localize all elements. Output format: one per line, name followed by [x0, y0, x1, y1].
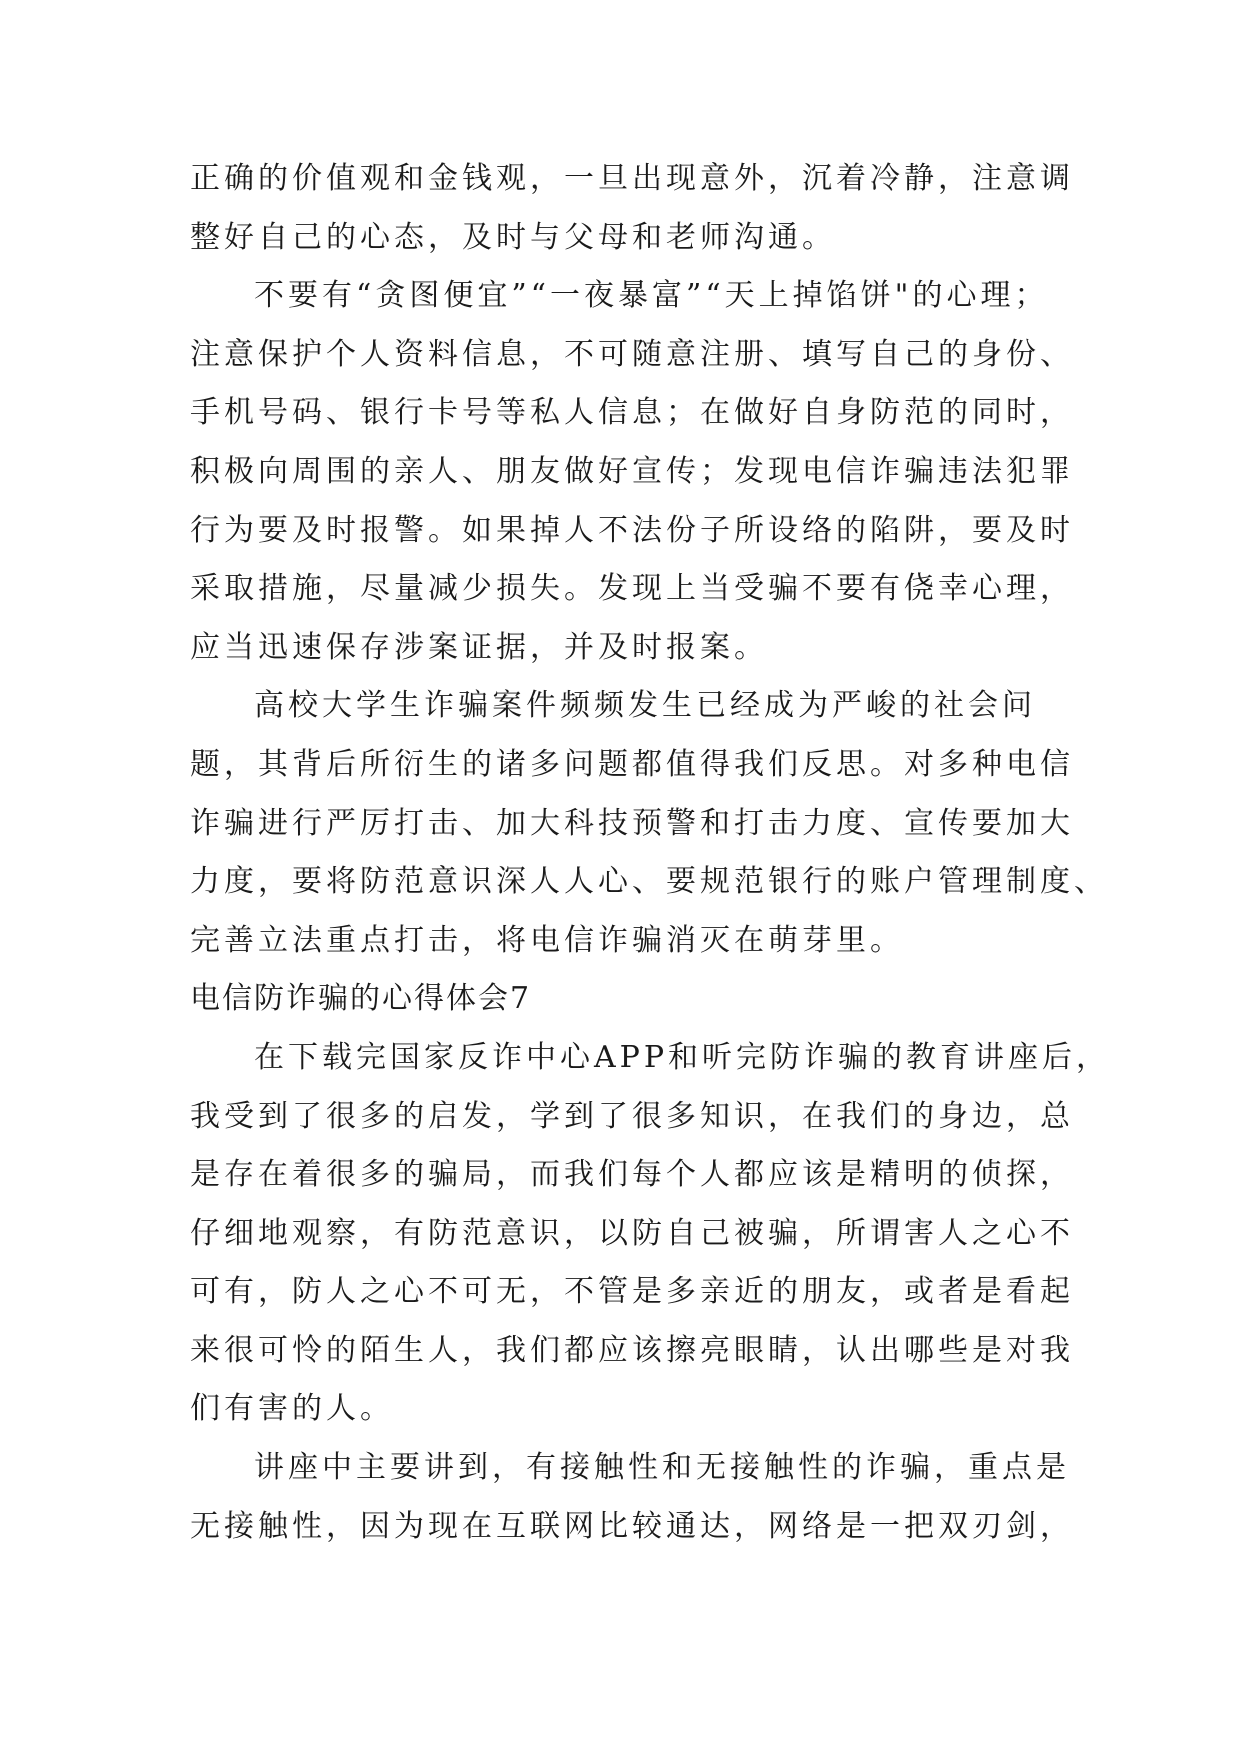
text-line: 力度，要将防范意识深人人心、要规范银行的账户管理制度、: [190, 864, 1108, 900]
paragraph-start-line: 在下载完国家反诈中心APP和听完防诈骗的教育讲座后，: [254, 1039, 1111, 1075]
text-line: 我受到了很多的启发，学到了很多知识，在我们的身边，总: [190, 1098, 1074, 1134]
paragraph-start-line: 讲座中主要讲到，有接触性和无接触性的诈骗，重点是: [254, 1450, 1070, 1486]
text-line: 可有，防人之心不可无，不管是多亲近的朋友，或者是看起: [190, 1274, 1074, 1310]
paragraph-start-line: 高校大学生诈骗案件频频发生已经成为严峻的社会问: [254, 688, 1036, 724]
text-line: 完善立法重点打击，将电信诈骗消灭在萌芽里。: [190, 922, 904, 958]
section-heading: 电信防诈骗的心得体会7: [190, 981, 532, 1017]
text-line: 无接触性，因为现在互联网比较通达，网络是一把双刃剑，: [190, 1508, 1074, 1544]
text-line: 行为要及时报警。如果掉人不法份子所设络的陷阱，要及时: [190, 512, 1074, 548]
text-line: 们有害的人。: [190, 1391, 394, 1427]
text-line: 来很可怜的陌生人，我们都应该擦亮眼睛，认出哪些是对我: [190, 1332, 1074, 1368]
text-line: 仔细地观察，有防范意识，以防自己被骗，所谓害人之心不: [190, 1215, 1074, 1251]
text-line: 是存在着很多的骗局，而我们每个人都应该是精明的侦探，: [190, 1157, 1074, 1193]
text-line: 整好自己的心态，及时与父母和老师沟通。: [190, 219, 836, 255]
text-line: 手机号码、银行卡号等私人信息；在做好自身防范的同时，: [190, 395, 1074, 431]
paragraph-start-line: 不要有“贪图便宜”“一夜暴富”“天上掉馅饼"的心理；: [254, 278, 1049, 314]
text-line: 正确的价值观和金钱观，一旦出现意外，沉着冷静，注意调: [190, 161, 1074, 196]
text-line: 应当迅速保存涉案证据，并及时报案。: [190, 629, 768, 665]
text-line: 注意保护个人资料信息，不可随意注册、填写自己的身份、: [190, 336, 1074, 372]
text-line: 采取措施，尽量减少损失。发现上当受骗不要有侥幸心理，: [190, 571, 1074, 607]
text-line: 积极向周围的亲人、朋友做好宣传；发现电信诈骗违法犯罪: [190, 453, 1074, 489]
text-line: 题，其背后所衍生的诸多问题都值得我们反思。对多种电信: [190, 746, 1074, 782]
text-line: 诈骗进行严厉打击、加大科技预警和打击力度、宣传要加大: [190, 805, 1074, 841]
document-body: [190, 150, 1111, 1556]
